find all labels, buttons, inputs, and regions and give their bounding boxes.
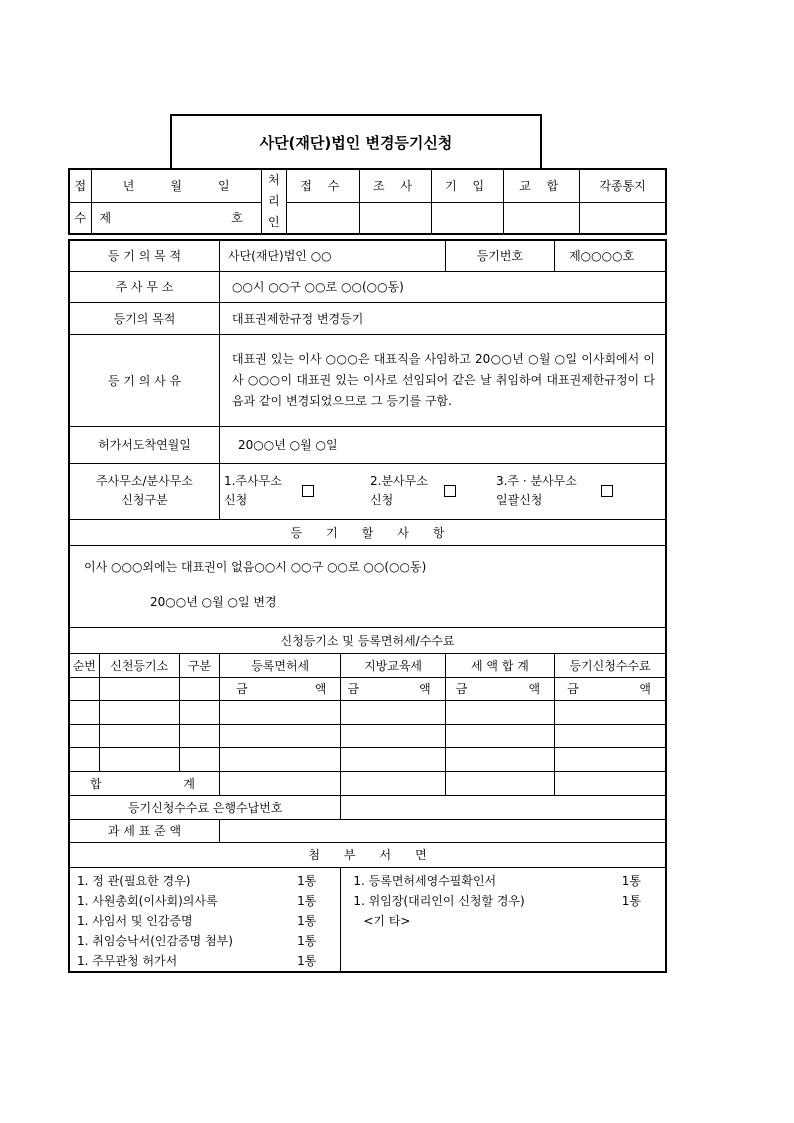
handler-char: 인: [268, 215, 280, 229]
amount-label: 액: [528, 682, 541, 696]
fee-cell[interactable]: [179, 747, 219, 771]
col-review: 조 사: [359, 169, 431, 202]
attachment-count: 1통: [297, 873, 317, 888]
form-title: 사단(재단)법인 변경등기신청: [170, 114, 542, 169]
attachment-name: 1. 사임서 및 인감증명: [77, 913, 193, 928]
reception-number-field[interactable]: [91, 202, 261, 234]
fee-cell[interactable]: [99, 747, 179, 771]
check-cell[interactable]: [504, 202, 580, 234]
fee-cell[interactable]: [219, 747, 340, 771]
col-check: 교 합: [504, 169, 580, 202]
fee-cell[interactable]: [341, 700, 445, 724]
fee-cell[interactable]: [69, 700, 99, 724]
reason-label: 등 기 의 사 유: [69, 334, 219, 426]
office-label: 주 사 무 소: [69, 271, 219, 302]
fees-col-reg-tax: 등록면허세: [219, 653, 340, 677]
handler-char: 리: [268, 194, 280, 208]
matters-body[interactable]: [69, 545, 666, 627]
fee-cell[interactable]: [555, 700, 666, 724]
option-label: 신청: [369, 493, 394, 507]
fees-col-type: 구분: [179, 653, 219, 677]
regno-value[interactable]: 제○○○○호: [555, 240, 666, 271]
fees-col-edu-tax: 지방교육세: [341, 653, 445, 677]
amount-label: 금: [567, 682, 579, 696]
attachment-item: [77, 951, 316, 971]
attachment-count: 1통: [621, 893, 641, 908]
fee-cell[interactable]: [179, 700, 219, 724]
tax-base-value[interactable]: [219, 819, 666, 842]
amount-label: 금: [235, 682, 248, 696]
attachment-item: [77, 871, 316, 891]
reason-value[interactable]: 대표권 있는 이사 ○○○은 대표직을 사임하고 20○○년 ○월 ○일 이사회에서 이사 ○○○이 대표권 있는 이사로 선임되어 같은 날 취임하여 대표권제한규정이 다음과 같이 변경되었으므로 그 등기를 구함.: [219, 334, 666, 426]
attachment-name: 1. 등록면허세영수필확인서: [353, 873, 497, 888]
checkbox[interactable]: [302, 485, 314, 497]
fee-amount-cell[interactable]: [219, 677, 340, 700]
fees-header: 신청등기소 및 등록면허세/수수료: [69, 627, 666, 653]
fee-cell[interactable]: [341, 724, 445, 747]
fee-amount-cell[interactable]: [555, 677, 666, 700]
fee-cell[interactable]: [99, 677, 179, 700]
option-main-office[interactable]: [220, 472, 354, 510]
col-reception: 접 수: [286, 169, 359, 202]
attachment-item: [353, 871, 641, 891]
reception-side-label: 접: [69, 169, 91, 202]
attachments-left: [69, 867, 341, 972]
amount-label: 금: [455, 682, 468, 696]
fee-cell[interactable]: [69, 677, 99, 700]
amount-label: 액: [639, 682, 651, 696]
option-bulk[interactable]: [490, 472, 613, 510]
handler-char: 처: [268, 173, 280, 187]
division-label: [69, 463, 219, 519]
attachment-name: 1. 취임승낙서(인감증명 첨부): [77, 933, 233, 948]
matters-line: 이사 ○○○외에는 대표권이 없음○○시 ○○구 ○○로 ○○(○○동): [84, 559, 427, 574]
option-label: 2.분사무소: [369, 474, 428, 488]
application-table: [68, 239, 667, 973]
fee-cell[interactable]: [555, 724, 666, 747]
total-label-char: 합: [90, 776, 102, 791]
purpose-label: 등 기 의 목 적: [69, 240, 219, 271]
attachment-count: 1통: [297, 933, 317, 948]
fee-cell[interactable]: [445, 747, 554, 771]
fee-cell[interactable]: [219, 700, 340, 724]
attachment-name: 1. 주무관청 허가서: [77, 953, 178, 968]
fee-cell[interactable]: [555, 747, 666, 771]
review-cell[interactable]: [359, 202, 431, 234]
number-suffix: 호: [231, 211, 243, 226]
attachment-name: 1. 위임장(대리인이 신청할 경우): [353, 893, 525, 908]
purpose-value[interactable]: 사단(재단)법인 ○○: [219, 240, 445, 271]
fees-col-sum: 세 액 합 계: [445, 653, 554, 677]
total-label-char: 계: [183, 776, 195, 791]
division-options: [219, 463, 666, 519]
checkbox[interactable]: [444, 485, 456, 497]
division-label-line: 주사무소/분사무소: [96, 474, 193, 488]
checkbox[interactable]: [601, 485, 613, 497]
total-label: [69, 771, 219, 795]
reception-table: [68, 168, 667, 235]
option-label: 신청: [223, 493, 248, 507]
attachment-count: 1통: [297, 913, 317, 928]
fee-cell[interactable]: [179, 724, 219, 747]
permit-value[interactable]: 20○○년 ○월 ○일: [219, 426, 666, 463]
number-prefix: 제: [99, 211, 112, 226]
office-value[interactable]: ○○시 ○○구 ○○로 ○○(○○동): [219, 271, 666, 302]
option-label: 일괄신청: [495, 493, 543, 507]
amount-label: 액: [314, 682, 327, 696]
fee-amount-cell[interactable]: [341, 677, 445, 700]
date-field[interactable]: 년 월 일: [91, 169, 261, 202]
fee-cell[interactable]: [69, 747, 99, 771]
attachment-count: 1통: [621, 873, 641, 888]
bank-number-value[interactable]: [341, 795, 666, 819]
fee-cell[interactable]: [99, 724, 179, 747]
division-label-line: 신청구분: [121, 493, 168, 507]
col-entry: 기 입: [432, 169, 504, 202]
object-label: 등기의 목적: [69, 302, 219, 334]
fee-cell[interactable]: [219, 724, 340, 747]
fee-cell[interactable]: [445, 724, 554, 747]
fees-col-fee: 등기신청수수료: [555, 653, 666, 677]
handler-label: [261, 169, 286, 234]
attachment-item: [77, 911, 316, 931]
fee-cell[interactable]: [445, 700, 554, 724]
amount-label: 액: [419, 682, 431, 696]
matters-line: 20○○년 ○월 ○일 변경: [150, 594, 277, 609]
attachment-item: [353, 891, 641, 911]
fee-cell[interactable]: [69, 724, 99, 747]
total-cell[interactable]: [219, 771, 340, 795]
fee-amount-cell[interactable]: [445, 677, 554, 700]
attachment-other: <기 타>: [363, 913, 411, 928]
object-value[interactable]: 대표권제한규정 변경등기: [219, 302, 666, 334]
attachment-item: [77, 931, 316, 951]
attachments-header: 첨 부 서 면: [69, 842, 666, 867]
attachment-name: 1. 사원총회(이사회)의사록: [77, 893, 218, 908]
bank-number-label: 등기신청수수료 은행수납번호: [69, 795, 341, 819]
fee-cell[interactable]: [99, 700, 179, 724]
notice-cell[interactable]: [580, 202, 666, 234]
fees-col-no: 순번: [69, 653, 99, 677]
attachment-item: [77, 891, 316, 911]
regno-label: 등기번호: [445, 240, 554, 271]
attachments-right: [341, 867, 666, 972]
total-cell[interactable]: [555, 771, 666, 795]
option-label: 3.주 · 분사무소: [495, 474, 577, 488]
col-notice: 각종통지: [580, 169, 666, 202]
attachment-count: 1통: [297, 893, 317, 908]
option-branch-office[interactable]: [354, 472, 490, 510]
entry-cell[interactable]: [432, 202, 504, 234]
reception-side-label: 수: [69, 202, 91, 234]
fee-cell[interactable]: [179, 677, 219, 700]
attachment-name: 1. 정 관(필요한 경우): [77, 873, 191, 888]
fee-cell[interactable]: [341, 747, 445, 771]
fees-col-office: 신천등기소: [99, 653, 179, 677]
permit-label: 허가서도착연월일: [69, 426, 219, 463]
total-cell[interactable]: [445, 771, 554, 795]
tax-base-label: 과 세 표 준 액: [69, 819, 219, 842]
matters-header: 등 기 할 사 항: [69, 519, 666, 545]
total-cell[interactable]: [341, 771, 445, 795]
attachment-count: 1통: [297, 953, 317, 968]
amount-label: 금: [347, 682, 359, 696]
reception-cell[interactable]: [286, 202, 359, 234]
option-label: 1.주사무소: [223, 474, 282, 488]
